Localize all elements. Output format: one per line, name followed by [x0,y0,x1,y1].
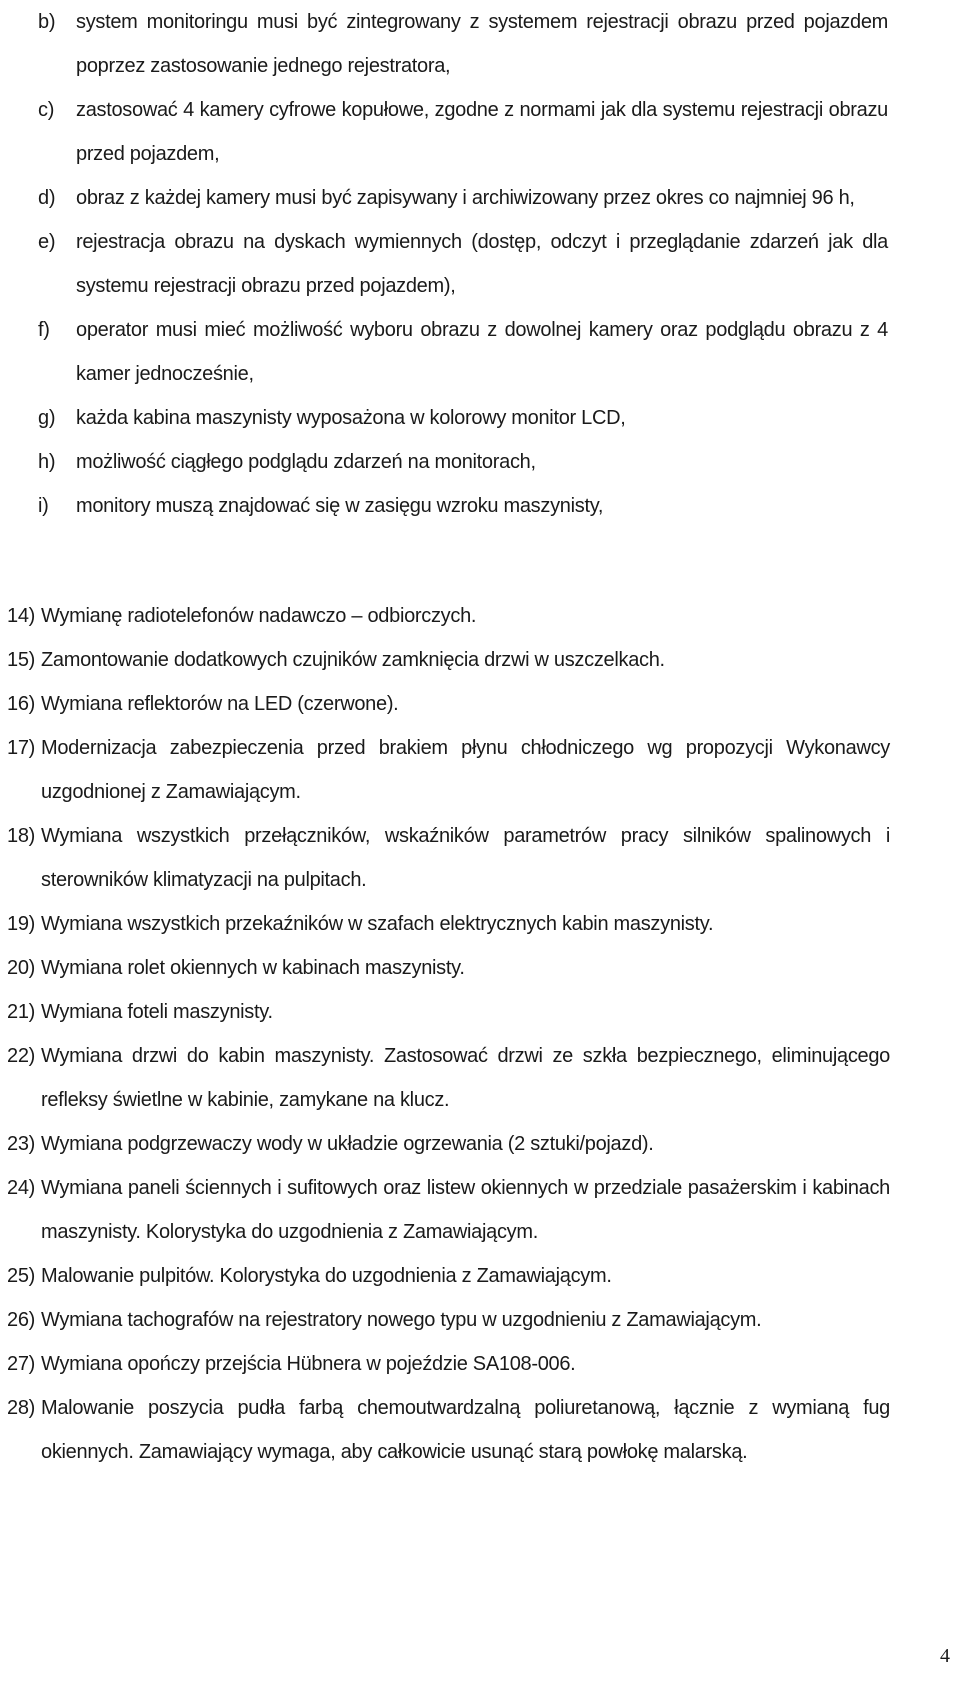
numbered-item [7,946,890,990]
numbered-item-label: 16) [7,693,36,715]
list-item [38,440,888,484]
numbered-item [7,902,890,946]
list-item [38,220,888,308]
numbered-item-label: 21) [7,1001,36,1023]
list-item [38,396,888,440]
numbered-item [7,1298,890,1342]
list-item-text: system monitoringu musi być zintegrowany z systemem rejestracji obrazu przed pojazdem poprzez zastosowanie jednego rejestratora, [76,11,888,77]
list-item-text: operator musi mieć możliwość wyboru obrazu z dowolnej kamery oraz podglądu obrazu z 4 kamer jednocześnie, [76,319,888,385]
numbered-item-label: 17) [7,737,36,759]
numbered-item-label: 28) [7,1397,36,1419]
numbered-item-label: 27) [7,1353,36,1375]
list-item-text: każda kabina maszynisty wyposażona w kolorowy monitor LCD, [76,407,626,429]
numbered-item-text: Zamontowanie dodatkowych czujników zamknięcia drzwi w uszczelkach. [41,649,665,671]
numbered-item-label: 19) [7,913,36,935]
numbered-item [7,594,890,638]
list-item [38,176,888,220]
list-item-label: i) [38,495,49,517]
numbered-item-text: Wymiana paneli ściennych i sufitowych oraz listew okiennych w przedziale pasażerskim i kabinach maszynisty. Kolorystyka do uzgodnienia z Zamawiającym. [41,1177,890,1243]
list-item-label: e) [38,231,56,253]
numbered-item [7,1034,890,1122]
numbered-item-label: 14) [7,605,36,627]
numbered-item-text: Wymiana rolet okiennych w kabinach maszynisty. [41,957,465,979]
list-item [38,484,888,528]
numbered-item-label: 26) [7,1309,36,1331]
numbered-item-label: 25) [7,1265,36,1287]
numbered-item-label: 18) [7,825,36,847]
numbered-item-text: Wymiana reflektorów na LED (czerwone). [41,693,399,715]
numbered-item-text: Malowanie poszycia pudła farbą chemoutwardzalną poliuretanową, łącznie z wymianą fug okiennych. Zamawiający wymaga, aby całkowicie usunąć starą powłokę malarską. [41,1397,890,1463]
numbered-item-text: Wymiana tachografów na rejestratory nowego typu w uzgodnieniu z Zamawiającym. [41,1309,762,1331]
list-item-label: h) [38,451,56,473]
list-item-label: g) [38,407,56,429]
numbered-item-label: 24) [7,1177,36,1199]
numbered-item-text: Wymiana wszystkich przekaźników w szafach elektrycznych kabin maszynisty. [41,913,714,935]
numbered-item [7,1254,890,1298]
numbered-item-text: Wymiana podgrzewaczy wody w układzie ogrzewania (2 sztuki/pojazd). [41,1133,654,1155]
numbered-item-label: 23) [7,1133,36,1155]
list-item-text: obraz z każdej kamery musi być zapisywany i archiwizowany przez okres co najmniej 96 h, [76,187,855,209]
list-item-text: rejestracja obrazu na dyskach wymiennych (dostęp, odczyt i przeglądanie zdarzeń jak dla systemu rejestracji obrazu przed pojazdem), [76,231,888,297]
list-item [38,308,888,396]
list-item-text: zastosować 4 kamery cyfrowe kopułowe, zgodne z normami jak dla systemu rejestracji obrazu przed pojazdem, [76,99,888,165]
list-item-label: f) [38,319,50,341]
numbered-item [7,1122,890,1166]
sub-item-list [0,0,960,528]
numbered-item [7,682,890,726]
numbered-item [7,814,890,902]
list-item-label: d) [38,187,56,209]
numbered-item-text: Malowanie pulpitów. Kolorystyka do uzgodnienia z Zamawiającym. [41,1265,612,1287]
numbered-item-text: Wymianę radiotelefonów nadawczo – odbiorczych. [41,605,477,627]
list-item-label: c) [38,99,55,121]
list-item-text: monitory muszą znajdować się w zasięgu wzroku maszynisty, [76,495,604,517]
numbered-item [7,726,890,814]
list-item-text: możliwość ciągłego podglądu zdarzeń na monitorach, [76,451,536,473]
list-item [38,88,888,176]
numbered-item-text: Wymiana drzwi do kabin maszynisty. Zastosować drzwi ze szkła bezpiecznego, eliminującego refleksy świetlne w kabinie, zamykane na klucz. [41,1045,890,1111]
numbered-item [7,638,890,682]
numbered-item-text: Wymiana opończy przejścia Hübnera w pojeździe SA108-006. [41,1353,576,1375]
numbered-item-list [0,594,960,1474]
numbered-item-label: 20) [7,957,36,979]
list-item [38,0,888,88]
numbered-item [7,1166,890,1254]
numbered-item-label: 22) [7,1045,36,1067]
page-number: 4 [940,1645,950,1667]
numbered-item-text: Wymiana foteli maszynisty. [41,1001,273,1023]
numbered-item [7,1386,890,1474]
numbered-item [7,990,890,1034]
numbered-item [7,1342,890,1386]
numbered-item-text: Wymiana wszystkich przełączników, wskaźników parametrów pracy silników spalinowych i sterowników klimatyzacji na pulpitach. [41,825,890,891]
numbered-item-label: 15) [7,649,36,671]
numbered-item-text: Modernizacja zabezpieczenia przed brakiem płynu chłodniczego wg propozycji Wykonawcy uzgodnionej z Zamawiającym. [41,737,890,803]
list-item-label: b) [38,11,56,33]
